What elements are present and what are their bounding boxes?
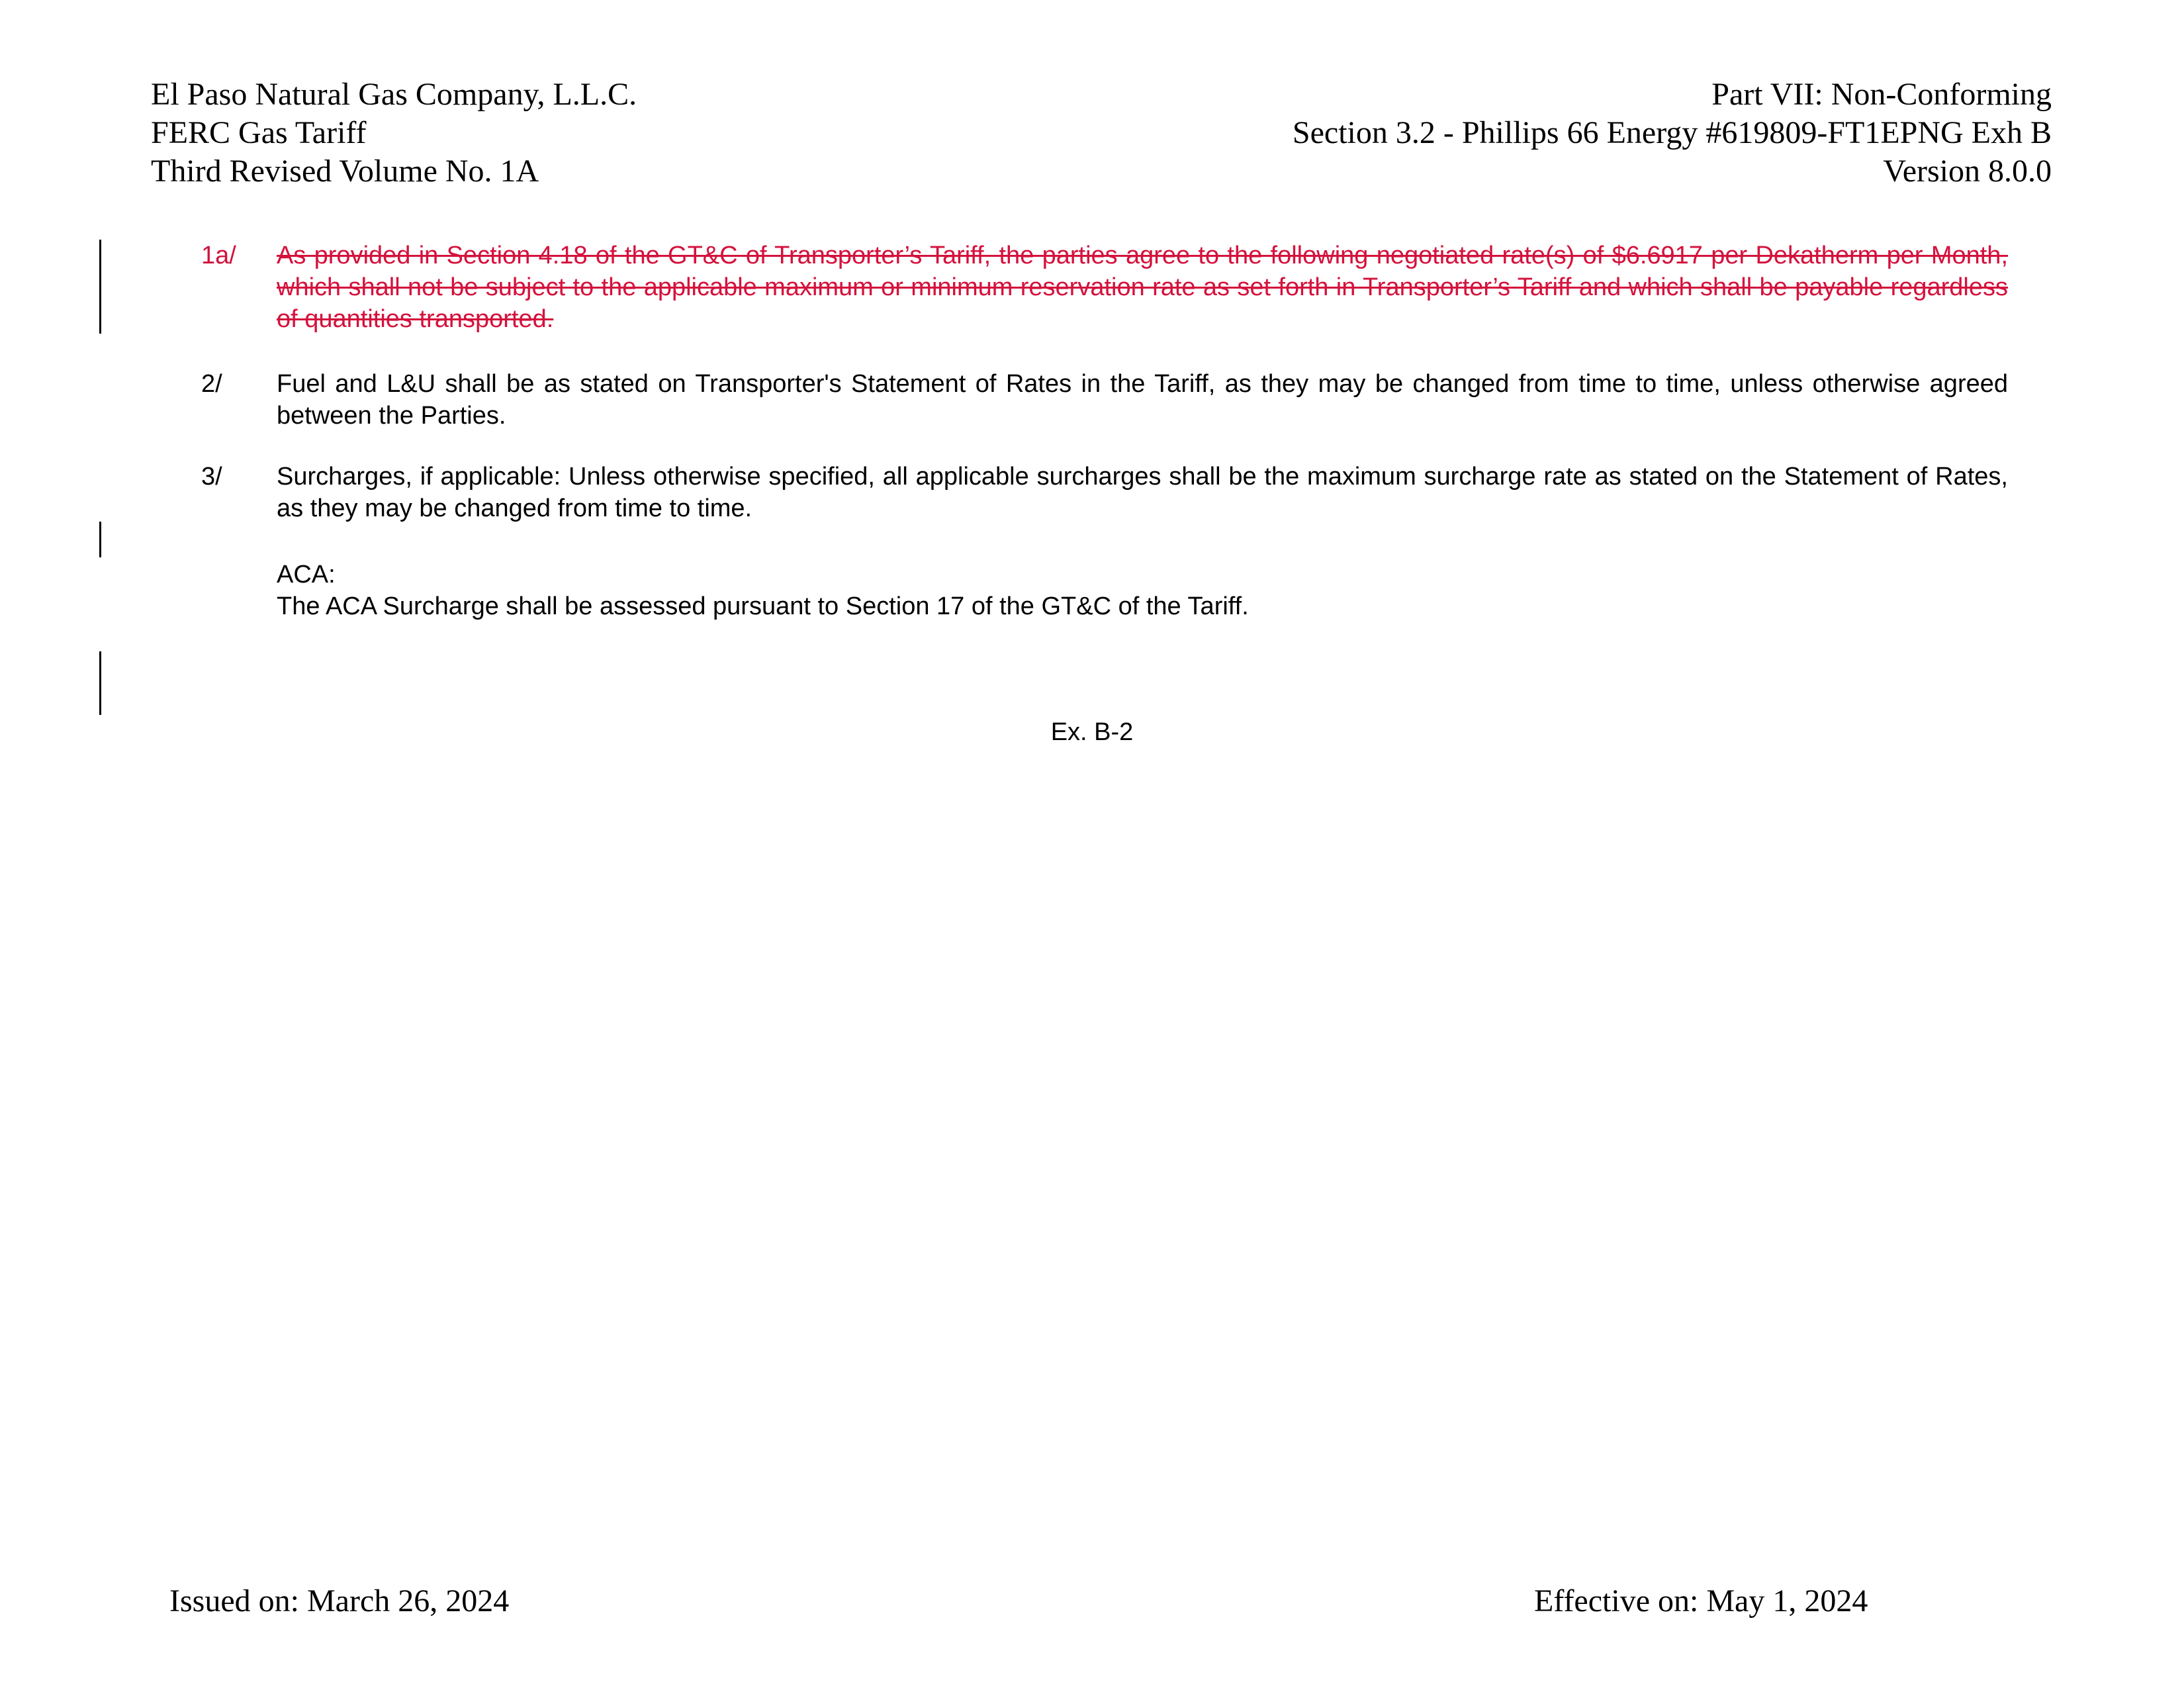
tariff-name: FERC Gas Tariff — [151, 115, 367, 150]
footnote-text: As provided in Section 4.18 of the GT&C of Transporter’s Tariff, the parties agree to the following negotiated rate(s) of $6.6917 per Dekatherm per Month, which shall not be subject to the applicable maximum or minimum reservation rate as set forth in Transporter’s Tariff and which shall be payable regardless of quantities transported. — [277, 242, 2008, 333]
effective-date: Effective on: May 1, 2024 — [1534, 1583, 1868, 1618]
footnote-1a — [201, 240, 2008, 335]
tariff-part: Part VII: Non-Conforming — [1711, 77, 2052, 112]
footnote-number: 2/ — [201, 370, 222, 398]
footnote-3 — [201, 461, 2008, 524]
change-bar-surcharge — [99, 522, 101, 557]
company-name: El Paso Natural Gas Company, L.L.C. — [151, 77, 637, 112]
issued-date: Issued on: March 26, 2024 — [169, 1583, 510, 1618]
header-left — [151, 75, 1077, 191]
tariff-version: Version 8.0.0 — [1883, 154, 2052, 189]
change-bar-aca — [99, 651, 101, 715]
aca-text: The ACA Surcharge shall be assessed pursuant to Section 17 of the GT&C of the Tariff. — [277, 592, 1249, 620]
footnote-text: Fuel and L&U shall be as stated on Transporter's Statement of Rates in the Tariff, as they may be changed from time to time, unless otherwise agreed between the Parties. — [277, 370, 2008, 430]
aca-block — [277, 559, 1997, 622]
footnote-text: Surcharges, if applicable: Unless otherwise specified, all applicable surcharges shall be the maximum surcharge rate as stated on the Statement of Rates, as they may be changed from time to time. — [277, 463, 2008, 522]
aca-heading: ACA: — [277, 561, 336, 588]
header-right — [993, 75, 2052, 191]
tariff-volume: Third Revised Volume No. 1A — [151, 154, 539, 189]
tariff-section: Section 3.2 - Phillips 66 Energy #619809-FT1EPNG Exh B — [1292, 115, 2052, 150]
exhibit-label: Ex. B-2 — [1050, 718, 1134, 746]
footnote-2 — [201, 368, 2008, 432]
change-bar-deleted-footnote — [99, 240, 101, 334]
footnote-number: 1a/ — [201, 242, 236, 269]
footnote-number: 3/ — [201, 463, 222, 491]
